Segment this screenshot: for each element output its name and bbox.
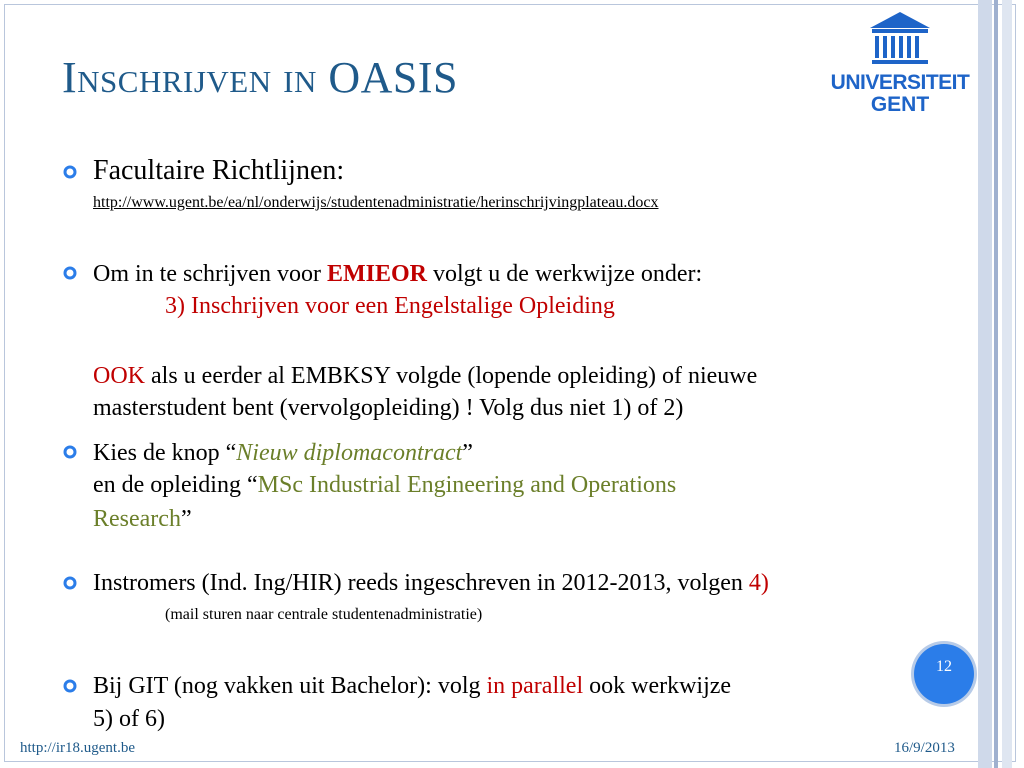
bullet-2-line4: masterstudent bent (vervolgopleiding) ! Volg dus niet 1) of 2) [93,395,684,421]
ook-label: OOK [93,363,145,389]
bullet-icon [63,266,77,280]
bullet-5-line2: 5) of 6) [93,706,165,732]
bullet-5-post: ook werkwijze [583,673,732,699]
footer-date: 16/9/2013 [894,740,955,756]
bullet-2-line3 [93,360,757,392]
bullet-4-text: Instromers (Ind. Ing/HIR) reeds ingeschreven in 2012-2013, volgen [93,570,749,596]
program-name: MSc Industrial Engineering and Operations [257,472,677,498]
button-name: Nieuw diplomacontract [236,440,463,466]
slide-title: Inschrijven in OASIS [62,53,458,102]
bullet-2-ook-rest: als u eerder al EMBKSY volgde (lopende opleiding) of nieuwe [145,363,758,389]
bullet-3-post: ” [462,440,473,466]
page-number: 12 [936,658,952,675]
step-4: 4) [748,570,769,596]
decor-bar [994,0,998,768]
footer-url: http://ir18.ugent.be [20,740,135,756]
bullet-2-step: 3) Inschrijven voor een Engelstalige Opleiding [165,293,615,319]
bullet-5-pre: Bij GIT (nog vakken uit Bachelor): volg [93,673,487,699]
program-name-end: Research [93,506,181,532]
page-number-badge [914,644,974,704]
bullet-3-line3-post: ” [180,506,192,532]
program-code: EMIEOR [326,261,427,287]
bullet-icon [63,576,77,590]
guidelines-link[interactable]: http://www.ugent.be/ea/nl/onderwijs/studentenadministratie/herinschrijvingplateau.docx [93,194,659,211]
bullet-2-post: volgt u de werkwijze onder: [426,261,703,287]
logo-line2: GENT [870,93,930,116]
bullet-5-line1 [93,670,731,702]
bullet-icon [63,165,77,179]
bullet-3-line3 [93,503,192,535]
logo-line1: UNIVERSITEIT [830,71,970,94]
bullet-3-line2-pre: en de opleiding “ [93,472,258,498]
university-logo [830,10,970,116]
bullet-1-heading: Facultaire Richtlijnen: [93,155,345,186]
bullet-icon [63,445,77,459]
building-icon [830,10,970,70]
in-parallel: in parallel [486,673,584,699]
decor-bar [1002,0,1012,768]
bullet-2-pre: Om in te schrijven voor [93,261,327,287]
bullet-3-pre: Kies de knop “ [93,440,237,466]
bullet-4-sub: (mail sturen naar centrale studentenadministratie) [165,606,483,623]
bullet-2-line1 [93,258,702,290]
bullet-4-line1 [93,567,769,599]
bullet-3-line2 [93,469,676,501]
bullet-3-line1 [93,437,473,469]
bullet-icon [63,679,77,693]
decor-bar [978,0,992,768]
